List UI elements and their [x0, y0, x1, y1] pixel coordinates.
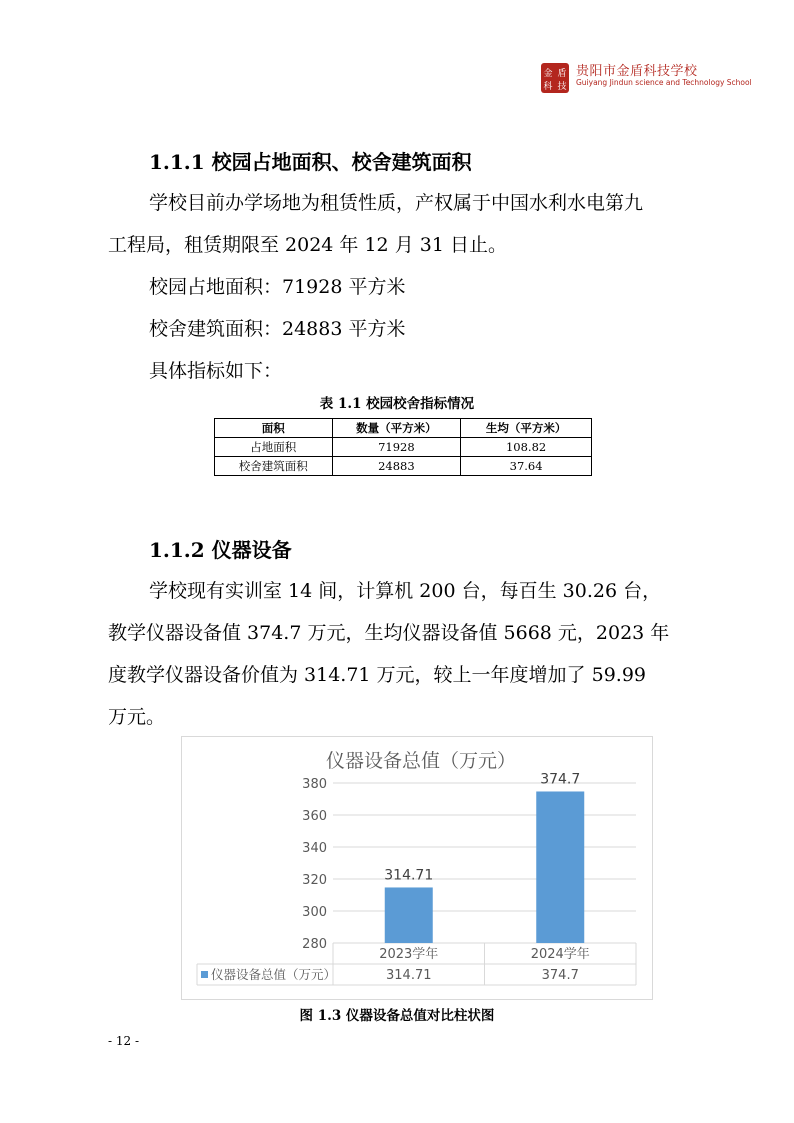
chart-data-table — [197, 943, 636, 985]
figure-caption: 图 1.3 仪器设备总值对比柱状图 — [299, 1008, 495, 1024]
y-tick-label: 280 — [302, 937, 327, 952]
table-cell: 71928 — [332, 438, 461, 457]
table-cell: 校舍建筑面积 — [215, 457, 333, 476]
logo-char-3: 科 — [543, 82, 553, 92]
y-tick-label: 340 — [302, 841, 327, 856]
data-table-value: 374.7 — [541, 968, 579, 983]
school-logo — [541, 63, 569, 93]
category-label: 2023学年 — [379, 947, 439, 962]
paragraph-line: 学校目前办学场地为租赁性质，产权属于中国水利水电第九 — [149, 192, 644, 214]
legend-swatch — [201, 971, 208, 978]
chart-title: 仪器设备总值（万元） — [325, 750, 517, 772]
y-tick-label: 360 — [302, 809, 327, 824]
data-label-2: 374.7 — [540, 771, 581, 788]
table-caption: 表 1.1 校园校舍指标情况 — [319, 396, 475, 412]
table-header-cell: 生均（平方米） — [461, 419, 592, 438]
paragraph-line: 度教学仪器设备价值为 314.71 万元，较上一年度增加了 59.99 — [108, 664, 646, 686]
section-heading-1: 1.1.1 校园占地面积、校舍建筑面积 — [149, 150, 472, 174]
data-label-1: 314.71 — [384, 867, 434, 884]
table-cell: 24883 — [332, 457, 461, 476]
bar-chart — [181, 736, 653, 1000]
school-name-en: Guiyang Jindun science and Technology School — [576, 78, 752, 87]
table-header-cell: 面积 — [215, 419, 333, 438]
data-table-value: 314.71 — [386, 968, 432, 983]
table-row — [215, 457, 592, 476]
table-cell: 108.82 — [461, 438, 592, 457]
page-number: - 12 - — [108, 1034, 140, 1048]
bar-2 — [536, 791, 584, 943]
logo-char-2: 盾 — [557, 69, 567, 79]
table-cell: 37.64 — [461, 457, 592, 476]
intro-text: 具体指标如下： — [149, 360, 283, 382]
paragraph-line: 工程局，租赁期限至 2024 年 12 月 31 日止。 — [108, 234, 507, 256]
legend-series-name: 仪器设备总值（万元） — [211, 967, 337, 982]
logo-char-1: 金 — [543, 69, 553, 79]
y-tick-label: 300 — [302, 905, 327, 920]
y-tick-label: 320 — [302, 873, 327, 888]
chart-gridlines — [333, 783, 636, 943]
school-name-cn: 贵阳市金盾科技学校 — [576, 64, 698, 79]
section-heading-2: 1.1.2 仪器设备 — [149, 538, 292, 562]
logo-char-4: 技 — [557, 82, 567, 92]
land-area-text: 校园占地面积：71928 平方米 — [149, 276, 406, 298]
chart-y-ticks — [302, 777, 327, 952]
y-tick-label: 380 — [302, 777, 327, 792]
paragraph-line: 万元。 — [108, 706, 166, 728]
campus-area-table — [214, 418, 592, 476]
category-label: 2024学年 — [530, 947, 590, 962]
paragraph-line: 学校现有实训室 14 间，计算机 200 台，每百生 30.26 台， — [149, 580, 662, 602]
bar-1 — [385, 887, 433, 943]
table-header-row — [215, 419, 592, 438]
paragraph-line: 教学仪器设备值 374.7 万元，生均仪器设备值 5668 元，2023 年 — [108, 622, 670, 644]
building-area-text: 校舍建筑面积：24883 平方米 — [149, 318, 406, 340]
table-cell: 占地面积 — [215, 438, 333, 457]
table-header-cell: 数量（平方米） — [332, 419, 461, 438]
table-row — [215, 438, 592, 457]
